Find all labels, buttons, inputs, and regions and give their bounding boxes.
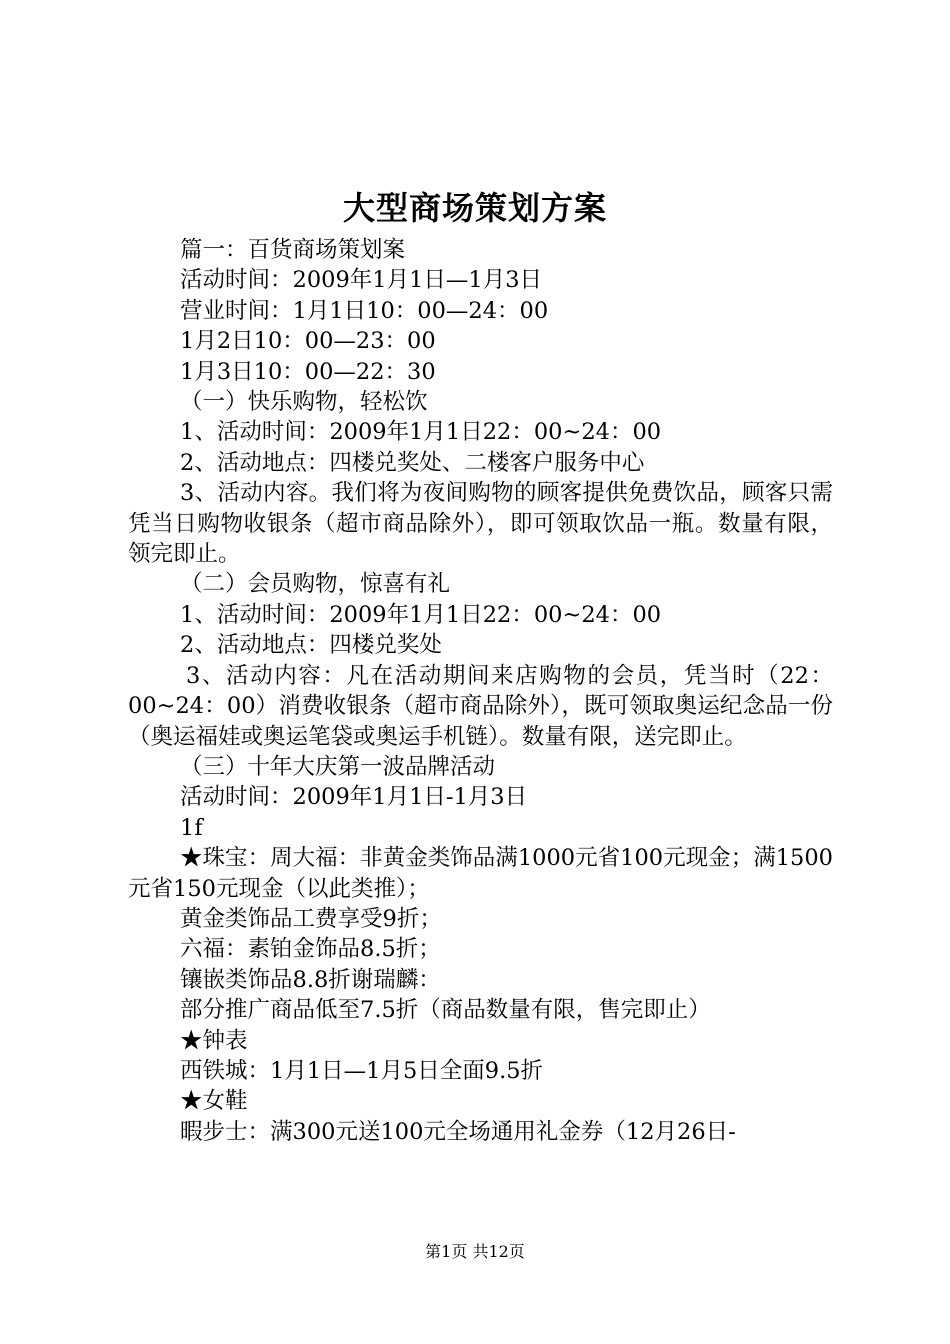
body-line: 六福：素铂金饰品8.5折；: [180, 936, 441, 963]
body-paragraph: ★珠宝：周大福：非黄金类饰品满1000元省100元现金；满1500元省150元现金（以此类推）；: [128, 845, 833, 902]
body-line: 2、活动地点：四楼兑奖处、二楼客户服务中心: [180, 449, 645, 476]
body-line: 营业时间：1月1日10：00—24：00: [180, 297, 549, 324]
body-paragraph: 3、活动内容。我们将为夜间购物的顾客提供免费饮品，顾客只需凭当日购物收银条（超市商品除外），即可领取饮品一瓶。数量有限，领完即止。: [128, 480, 833, 568]
body-line: 部分推广商品低至7.5折（商品数量有限，售完即止）: [180, 997, 711, 1024]
page-indicator: 第1页 共12页: [425, 1242, 525, 1261]
subsection-heading: （一）快乐购物，轻松饮: [180, 389, 428, 416]
body-line: 镶嵌类饰品8.8折谢瑞麟：: [180, 966, 441, 993]
body-line: 1月2日10：00—23：00: [180, 328, 436, 355]
category-heading: ★钟表: [180, 1027, 248, 1054]
body-line: 活动时间：2009年1月1日—1月3日: [180, 267, 543, 294]
body-line: 2、活动地点：四楼兑奖处: [180, 632, 442, 659]
body-line: 1月3日10：00—22：30: [180, 358, 436, 385]
body-line: 暇步士：满300元送100元全场通用礼金券（12月26日-: [180, 1118, 736, 1145]
category-heading: ★女鞋: [180, 1088, 248, 1115]
body-line: 1f: [180, 814, 203, 841]
document-body: [128, 235, 833, 1147]
subsection-heading: （三）十年大庆第一波品牌活动: [180, 753, 496, 780]
body-line: 西铁城：1月1日—1月5日全面9.5折: [180, 1057, 544, 1084]
body-paragraph: 3、活动内容：凡在活动期间来店购物的会员，凭当时（22：00~24：00）消费收银条（超市商品除外），既可领取奥运纪念品一份（奥运福娃或奥运笔袋或奥运手机链）。数量有限，送完即止。: [128, 662, 833, 750]
body-line: 活动时间：2009年1月1日-1月3日: [180, 784, 528, 811]
subsection-heading: （二）会员购物，惊喜有礼: [180, 571, 451, 598]
body-line: 黄金类饰品工费享受9折；: [180, 905, 442, 932]
document-title: 大型商场策划方案: [342, 189, 607, 227]
body-line: 1、活动时间：2009年1月1日22：00~24：00: [180, 601, 662, 628]
body-line: 1、活动时间：2009年1月1日22：00~24：00: [180, 419, 662, 446]
section-heading: 篇一：百货商场策划案: [180, 237, 406, 263]
